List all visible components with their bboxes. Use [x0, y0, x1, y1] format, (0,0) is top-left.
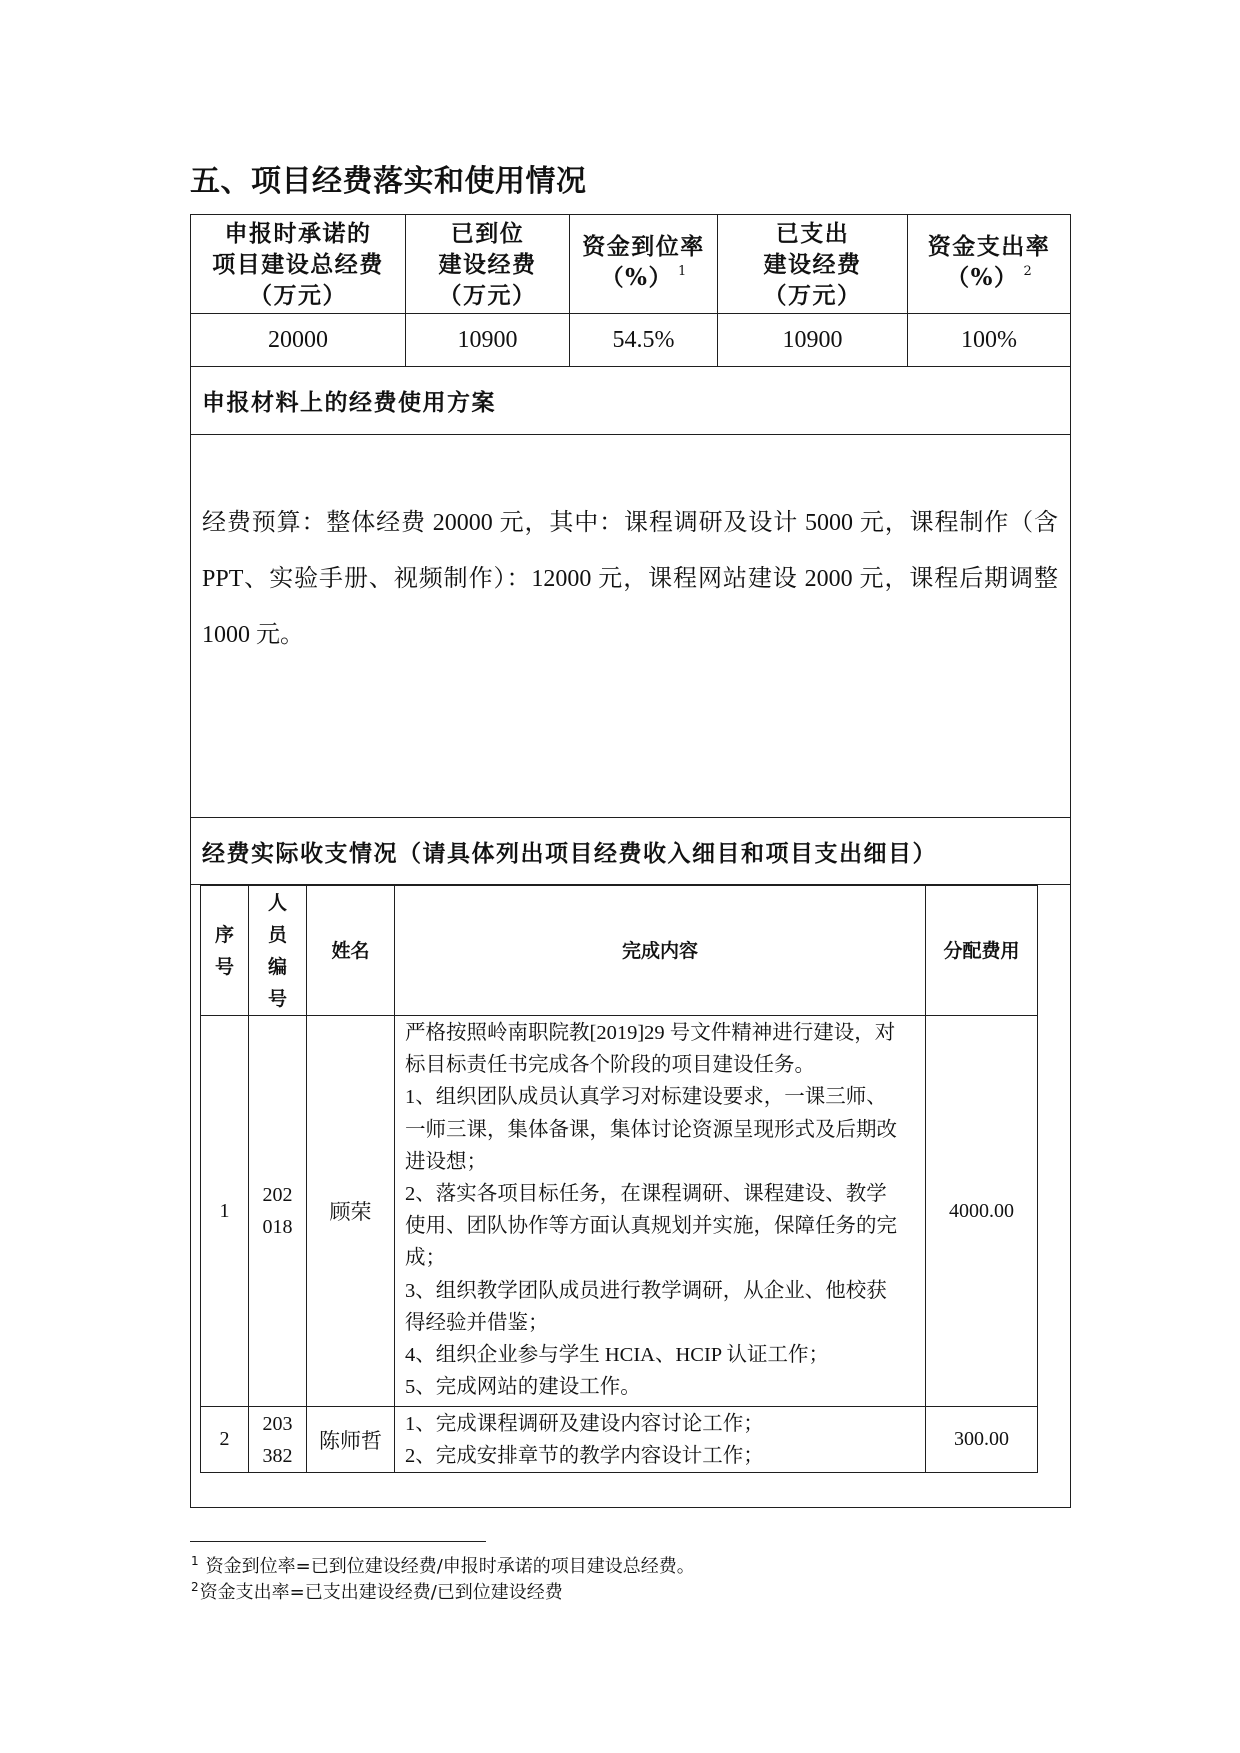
- work-line: 成；: [405, 1247, 446, 1270]
- value-committed-total-funding: 20000: [191, 314, 406, 367]
- column-header-name: 姓名: [307, 886, 395, 1016]
- header-spent-funding: [718, 215, 908, 314]
- row-staff-id: 202018: [262, 1184, 293, 1238]
- footnote-marker: 2: [191, 1580, 199, 1594]
- row-staff-id-cell: [249, 1407, 307, 1473]
- section-title: 五、项目经费落实和使用情况: [190, 164, 587, 199]
- footnote-text: 资金支出率=已支出建设经费/已到位建设经费: [199, 1582, 563, 1603]
- value-received-funding: 10900: [406, 314, 570, 367]
- value-spending-rate: 100%: [908, 314, 1071, 367]
- column-header-staff-id: [249, 886, 307, 1016]
- row-name: 陈师哲: [307, 1407, 395, 1473]
- footnote-ref: 2: [1023, 264, 1032, 279]
- row-work: [395, 1407, 926, 1473]
- row-name: 顾荣: [307, 1016, 395, 1407]
- header-line: （%）: [946, 264, 1019, 291]
- work-line: 严格按照岭南职院教[2019]29 号文件精神进行建设，对: [405, 1022, 896, 1044]
- spending-detail-table: [200, 885, 1038, 1473]
- value-receipt-rate: 54.5%: [570, 314, 718, 367]
- actual-spending-label-row: [191, 818, 1071, 885]
- work-line: 4、组织企业参与学生 HCIA、HCIP 认证工作；: [405, 1344, 830, 1367]
- header-line: 资金到位率: [582, 233, 705, 260]
- work-line: 1、组织团队成员认真学习对标建设要求，一课三师、: [405, 1086, 887, 1109]
- column-header-amount: 分配费用: [926, 886, 1038, 1016]
- header-line: 已到位: [450, 219, 525, 247]
- header-line: （%）: [600, 264, 674, 291]
- header-line: （万元）: [763, 281, 862, 309]
- footnote: [191, 1581, 563, 1606]
- actual-spending-detail-row: [191, 885, 1071, 1508]
- budget-plan-line: 经费预算：整体经费 20000 元，其中：课程调研及设计 5000 元，课程制作（含: [202, 510, 1058, 536]
- spending-detail-header-row: [201, 886, 1038, 1016]
- footnote-ref: 1: [678, 264, 687, 279]
- footnote: [191, 1555, 695, 1580]
- work-line: 5、完成网站的建设工作。: [405, 1376, 641, 1399]
- header-spending-rate: [908, 215, 1071, 314]
- header-line: 已支出: [775, 219, 850, 247]
- footnote-separator: [190, 1541, 486, 1542]
- row-amount: 4000.00: [926, 1016, 1038, 1407]
- header-line: 申报时承诺的: [224, 219, 372, 247]
- budget-plan-text: [191, 435, 1071, 818]
- budget-plan-line: PPT、实验手册、视频制作）：12000 元，课程网站建设 2000 元，课程后期调整: [202, 566, 1058, 592]
- table-row: [201, 1407, 1038, 1473]
- header-line-with-note: [908, 262, 1070, 297]
- budget-plan-line: 1000 元。: [202, 622, 304, 648]
- budget-plan-content-row: [191, 435, 1071, 818]
- footnote-marker: 1: [191, 1554, 199, 1568]
- funding-values-row: [191, 314, 1071, 367]
- spending-detail-table-body: [201, 886, 1038, 1473]
- funding-header-row: [191, 215, 1071, 314]
- column-header-label: 序号: [215, 923, 235, 978]
- actual-spending-label: 经费实际收支情况（请具体列出项目经费收入细目和项目支出细目）: [191, 818, 1071, 885]
- row-staff-id-cell: [249, 1016, 307, 1407]
- header-line: （万元）: [249, 281, 347, 309]
- actual-spending-detail-cell: [191, 885, 1071, 1508]
- column-header-label: 人员编号: [268, 891, 288, 1010]
- work-line: 3、组织教学团队成员进行教学调研，从企业、他校获: [405, 1279, 887, 1302]
- work-line: 2、落实各项目标任务，在课程调研、课程建设、教学: [405, 1183, 887, 1206]
- row-work: [395, 1016, 926, 1407]
- work-line: 进设想；: [405, 1150, 487, 1173]
- funding-table: [190, 214, 1071, 1508]
- budget-plan-label-row: [191, 367, 1071, 435]
- funding-table-body: [191, 215, 1071, 1508]
- header-committed-total-funding: [191, 215, 406, 314]
- work-line: 1、完成课程调研及建设内容讨论工作；: [405, 1413, 764, 1435]
- work-line: 得经验并借鉴；: [405, 1311, 549, 1334]
- header-line: （万元）: [438, 281, 537, 309]
- table-row: [201, 1016, 1038, 1407]
- footnote-text: 资金到位率=已到位建设经费/申报时承诺的项目建设总经费。: [205, 1556, 695, 1577]
- work-line: 一师三课，集体备课，集体讨论资源呈现形式及后期改: [405, 1118, 897, 1141]
- work-line: 2、完成安排章节的教学内容设计工作；: [405, 1445, 764, 1468]
- row-index: 1: [201, 1016, 249, 1407]
- header-line-with-note: [570, 262, 717, 297]
- header-received-funding: [406, 215, 570, 314]
- row-staff-id: 203382: [262, 1412, 293, 1467]
- column-header-index: [201, 886, 249, 1016]
- header-receipt-rate: [570, 215, 718, 314]
- row-index: 2: [201, 1407, 249, 1473]
- column-header-work: 完成内容: [395, 886, 926, 1016]
- work-line: 使用、团队协作等方面认真规划并实施，保障任务的完: [405, 1215, 897, 1238]
- budget-plan-label: 申报材料上的经费使用方案: [191, 367, 1071, 435]
- header-line: 建设经费: [438, 250, 537, 278]
- work-line: 标目标责任书完成各个阶段的项目建设任务。: [405, 1054, 815, 1077]
- header-line: 项目建设总经费: [212, 250, 384, 278]
- value-spent-funding: 10900: [718, 314, 908, 367]
- row-amount: 300.00: [926, 1407, 1038, 1473]
- header-line: 建设经费: [763, 250, 862, 278]
- header-line: 资金支出率: [927, 233, 1051, 260]
